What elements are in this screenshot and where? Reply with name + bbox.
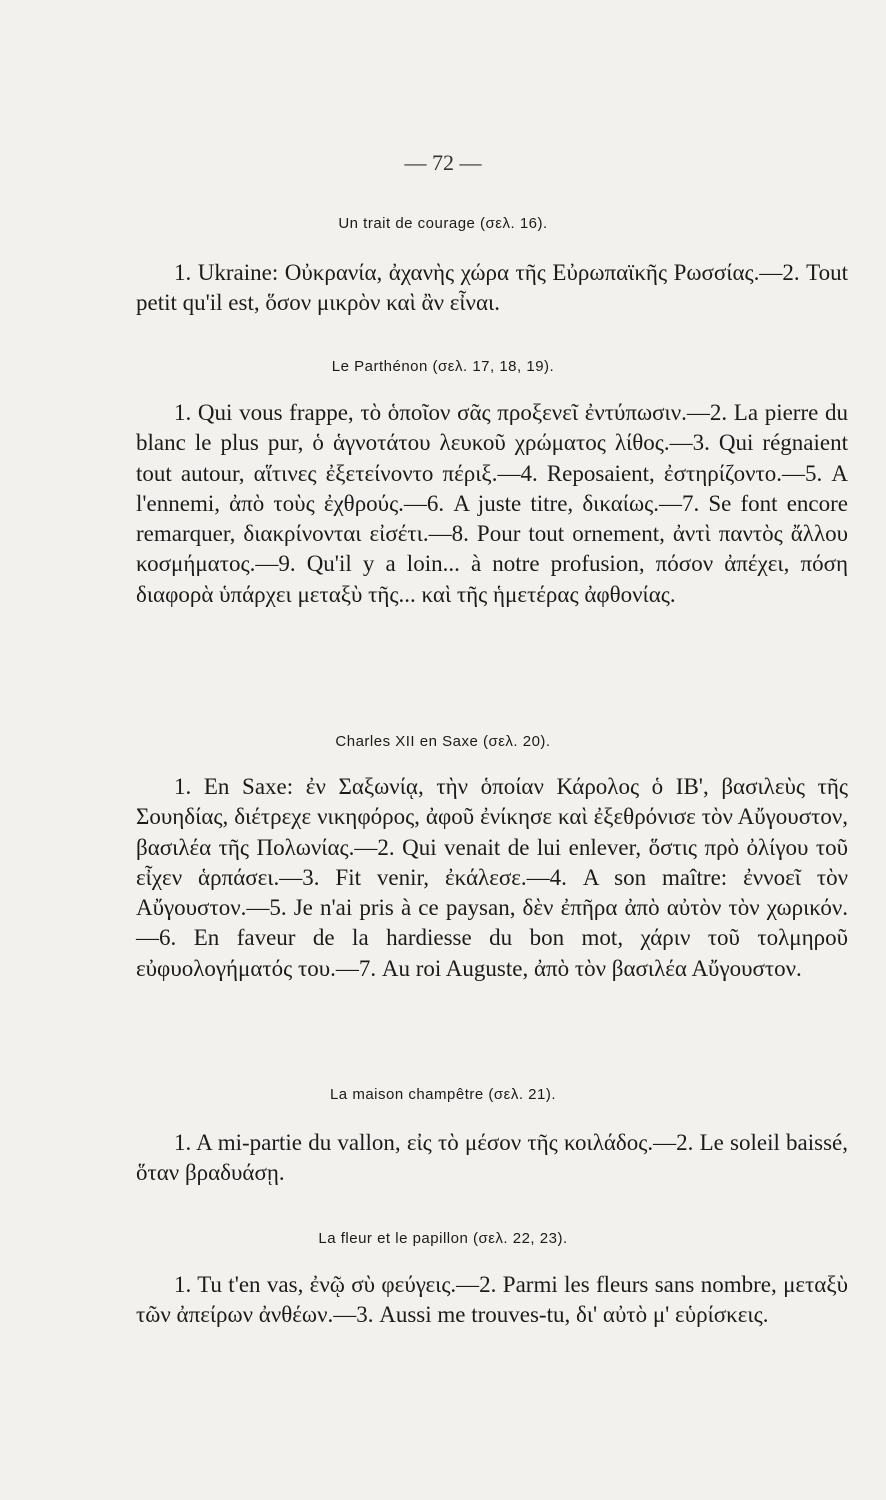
section-text-courage bbox=[136, 258, 848, 319]
section-heading-fleur: La fleur et le papillon (σελ. 22, 23). bbox=[318, 1230, 568, 1247]
paragraph: 1. Ukraine: Οὐκρανία, ἀχανὴς χώρα τῆς Εὐρωπαϊκῆς Ρωσσίας.—2. Tout petit qu'il est, ὅσον μικρὸν καὶ ἂν εἶναι. bbox=[136, 260, 848, 316]
paragraph: 1. En Saxe: ἐν Σαξωνίᾳ, τὴν ὁποίαν Κάρολος ὁ ΙΒ', βασιλεὺς τῆς Σουηδίας, διέτρεχε νικηφόρος, ἀφοῦ ἐνίκησε καὶ ἐξεθρόνισε τὸν Αὔγουστον, βασιλέα τῆς Πολωνίας.—2. Qui venait de lui enlever, ὅστις πρὸ ὀλίγου τοῦ εἶχεν ἁρπάσει.—3. Fit venir, ἐκάλεσε.—4. A son maître: ἐννοεῖ τὸν Αὔγουστον.—5. Je n'ai pris à ce paysan, δὲν ἐπῆρα ἀπὸ αὐτὸν τὸν χωρικόν.—6. En faveur de la hardiesse du bon mot, χάριν τοῦ τολμηροῦ εὐφυολογήματός του.—7. Au roi Auguste, ἀπὸ τὸν βασιλέα Αὔγουστον. bbox=[136, 774, 848, 981]
paragraph: 1. A mi-partie du vallon, εἰς τὸ μέσον τῆς κοιλάδος.—2. Le soleil baissé, ὅταν βραδυάσῃ. bbox=[136, 1130, 848, 1186]
section-text-maison bbox=[136, 1128, 848, 1189]
section-heading-charles: Charles XII en Saxe (σελ. 20). bbox=[335, 733, 551, 750]
section-text-parthenon bbox=[136, 398, 848, 610]
paragraph: 1. Qui vous frappe, τὸ ὁποῖον σᾶς προξενεῖ ἐντύπωσιν.—2. La pierre du blanc le plus pur, ὁ ἁγνοτάτου λευκοῦ χρώματος λίθος.—3. Qui régnaient tout autour, αἵτινες ἐξετείνοντο πέριξ.—4. Reposaient, ἐστηρίζοντο.—5. A l'ennemi, ἀπὸ τοὺς ἐχθρούς.—6. A juste titre, δικαίως.—7. Se font encore remarquer, διακρίνονται εἰσέτι.—8. Pour tout ornement, ἀντὶ παντὸς ἄλλου κοσμήματος.—9. Qu'il y a loin... à notre profusion, πόσον ἀπέχει, πόση διαφορὰ ὑπάρχει μεταξὺ τῆς... καὶ τῆς ἡμετέρας ἀφθονίας. bbox=[136, 400, 848, 607]
section-heading-maison: La maison champêtre (σελ. 21). bbox=[329, 1086, 557, 1103]
section-heading-parthenon: Le Parthénon (σελ. 17, 18, 19). bbox=[331, 358, 555, 375]
section-text-charles bbox=[136, 772, 848, 984]
paragraph: 1. Tu t'en vas, ἐνῷ σὺ φεύγεις.—2. Parmi les fleurs sans nombre, μεταξὺ τῶν ἀπείρων ἀνθέων.—3. Aussi me trouves-tu, δι' αὐτὸ μ' εὑρίσκεις. bbox=[136, 1272, 848, 1328]
section-text-fleur bbox=[136, 1270, 848, 1331]
section-heading-courage: Un trait de courage (σελ. 16). bbox=[338, 215, 548, 232]
page-number: — 72 — bbox=[404, 150, 482, 175]
